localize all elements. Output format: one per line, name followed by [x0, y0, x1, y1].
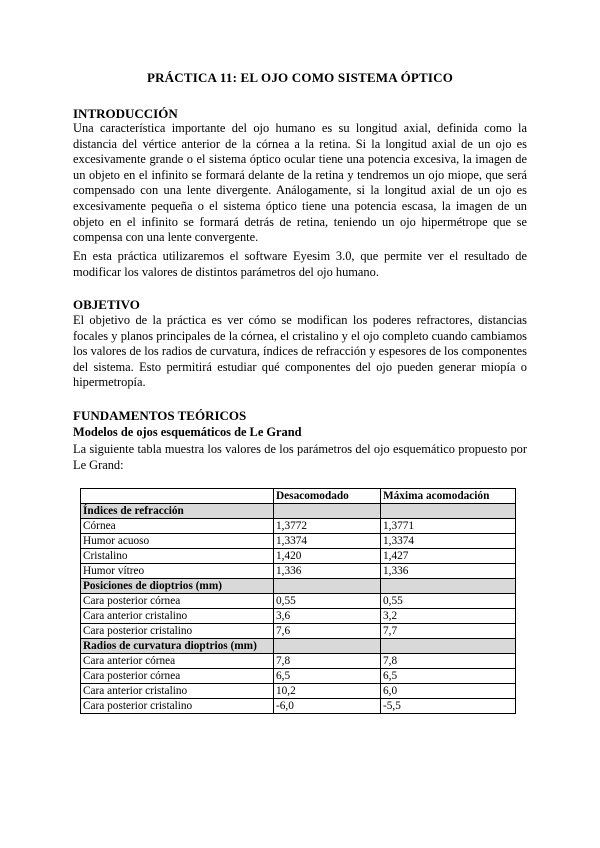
table-cell: 7,8 — [381, 654, 516, 669]
table-header-cell: Máxima acomodación — [381, 489, 516, 504]
intro-heading: INTRODUCCIÓN — [73, 106, 178, 121]
table-cell: Cara anterior cristalino — [81, 609, 274, 624]
le-grand-table — [80, 488, 516, 714]
table-row — [81, 654, 516, 669]
table-cell: Humor vítreo — [81, 564, 274, 579]
table-section-blank — [274, 639, 381, 654]
table-cell: 1,336 — [381, 564, 516, 579]
table-section-title: Radios de curvatura dioptrios (mm) — [81, 639, 274, 654]
table-section-row — [81, 504, 516, 519]
table-section-blank — [274, 579, 381, 594]
fundamentals-subheading: Modelos de ojos esquemáticos de Le Grand — [73, 425, 302, 439]
table-cell: Cara anterior córnea — [81, 654, 274, 669]
table-header-row — [81, 489, 516, 504]
table-section-blank — [381, 579, 516, 594]
table-section-blank — [381, 639, 516, 654]
table-cell: 6,5 — [381, 669, 516, 684]
document-title: PRÁCTICA 11: EL OJO COMO SISTEMA ÓPTICO — [146, 70, 454, 85]
table-cell: 7,6 — [274, 624, 381, 639]
table-section-row — [81, 579, 516, 594]
objective-paragraph: El objetivo de la práctica es ver cómo se modifican los poderes refractores, distancias focales y planos principales de la córnea, el cristalino y el ojo completo cuando cambiamos los valores de los radios de curvatura, índices de refracción y espesores de los componentes del sistema. Esto permitirá estudiar qué componentes del ojo pueden generar miopía o hipermetropía. — [73, 313, 527, 390]
table-cell: 1,420 — [274, 549, 381, 564]
table-cell: 3,2 — [381, 609, 516, 624]
table-section-blank — [381, 504, 516, 519]
table-section-title: Posiciones de dioptrios (mm) — [81, 579, 274, 594]
fundamentals-heading: FUNDAMENTOS TEÓRICOS — [73, 408, 247, 423]
table-cell: 10,2 — [274, 684, 381, 699]
table-cell: 7,7 — [381, 624, 516, 639]
table-cell: Cara anterior cristalino — [81, 684, 274, 699]
table-cell: 6,0 — [381, 684, 516, 699]
table-header-cell: Desacomodado — [274, 489, 381, 504]
table-row — [81, 534, 516, 549]
table-cell: -5,5 — [381, 699, 516, 714]
table-cell: -6,0 — [274, 699, 381, 714]
table-cell: 7,8 — [274, 654, 381, 669]
table-cell: 1,3374 — [381, 534, 516, 549]
table-row — [81, 684, 516, 699]
table-row — [81, 609, 516, 624]
table-cell: Cara posterior córnea — [81, 594, 274, 609]
table-cell: 1,336 — [274, 564, 381, 579]
table-cell: 1,3771 — [381, 519, 516, 534]
table-cell: Cristalino — [81, 549, 274, 564]
table-cell: Cara posterior cristalino — [81, 624, 274, 639]
table-cell: 0,55 — [274, 594, 381, 609]
table-row — [81, 669, 516, 684]
fundamentals-paragraph: La siguiente tabla muestra los valores de los parámetros del ojo esquemático propuesto por Le Grand: — [73, 442, 527, 472]
table-cell: Cara posterior cristalino — [81, 699, 274, 714]
table-cell: 0,55 — [381, 594, 516, 609]
table-section-row — [81, 639, 516, 654]
table-section-title: Índices de refracción — [81, 504, 274, 519]
table-cell: 1,427 — [381, 549, 516, 564]
intro-paragraph-2: En esta práctica utilizaremos el software Eyesim 3.0, que permite ver el resultado de modificar los valores de distintos parámetros del ojo humano. — [73, 249, 527, 279]
table-cell: Cara posterior córnea — [81, 669, 274, 684]
table-row — [81, 594, 516, 609]
table-cell: Humor acuoso — [81, 534, 274, 549]
objective-heading: OBJETIVO — [73, 297, 140, 312]
table-row — [81, 564, 516, 579]
table-header-cell — [81, 489, 274, 504]
intro-paragraph-1: Una característica importante del ojo humano es su longitud axial, definida como la distancia del vértice anterior de la córnea a la retina. Si la longitud axial de un ojo es excesivamente grande o el sistema óptico ocular tiene una potencia excesiva, la imagen de un objeto en el infinito se formará delante de la retina y tendremos un ojo miope, que será compensado con una lente divergente. Análogamente, si la longitud axial de un ojo es excesivamente pequeña o el sistema óptico tiene una potencia escasa, la imagen de un objeto en el infinito se formará detrás de retina, teniendo un ojo hipermétrope que se compensa con una lente convergente. — [73, 121, 527, 245]
table-cell: 6,5 — [274, 669, 381, 684]
table-row — [81, 519, 516, 534]
table-row — [81, 699, 516, 714]
table-row — [81, 549, 516, 564]
table-cell: 3,6 — [274, 609, 381, 624]
table-cell: 1,3374 — [274, 534, 381, 549]
table-cell: Córnea — [81, 519, 274, 534]
table-row — [81, 624, 516, 639]
table-cell: 1,3772 — [274, 519, 381, 534]
table-section-blank — [274, 504, 381, 519]
